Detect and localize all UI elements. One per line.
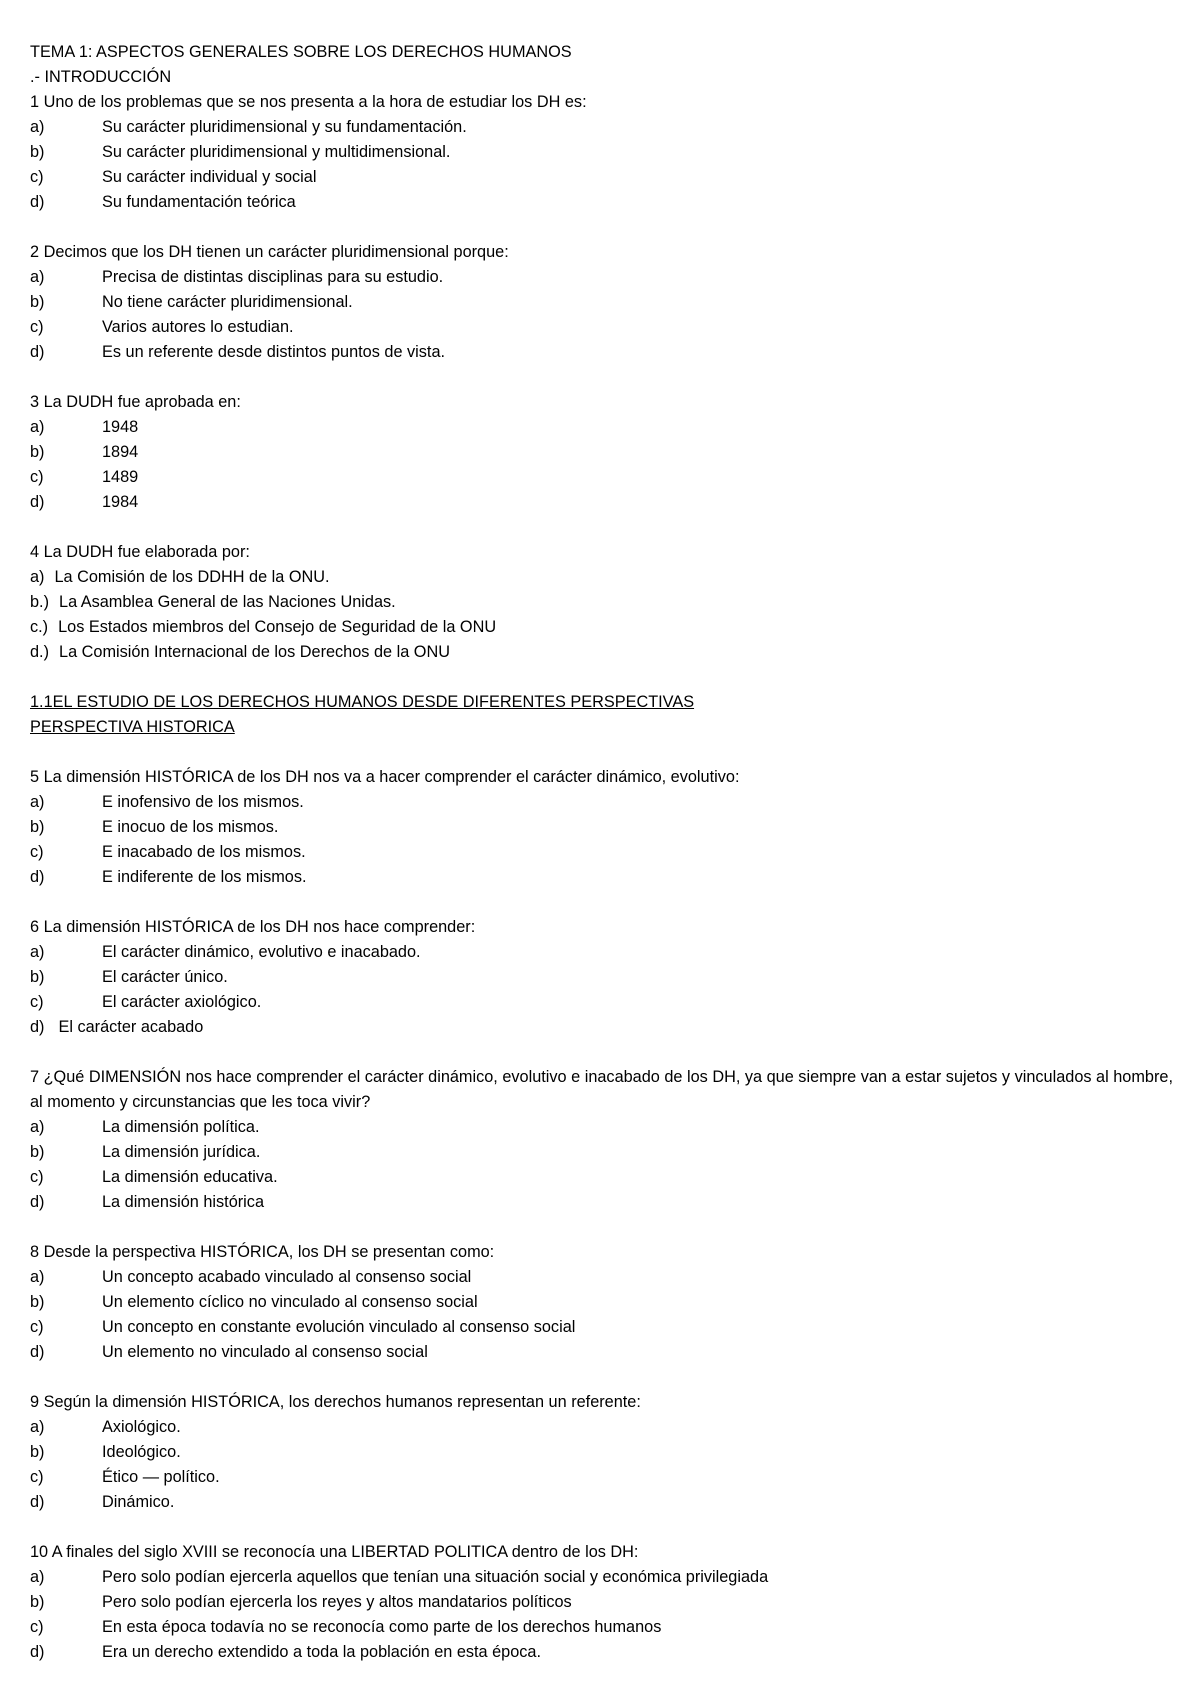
- option-text: E inocuo de los mismos.: [102, 818, 279, 836]
- option-letter: a): [30, 1418, 45, 1436]
- option-b: [30, 1590, 1180, 1615]
- option-letter: d): [30, 1193, 45, 1211]
- option-letter: b): [30, 1143, 45, 1161]
- option-a: [30, 415, 1180, 440]
- option-letter: b): [30, 968, 45, 986]
- option-d: [30, 865, 1180, 890]
- option-b: [30, 965, 1180, 990]
- option-a: [30, 1415, 1180, 1440]
- option-c: [30, 840, 1180, 865]
- option-a: [30, 1115, 1180, 1140]
- option-text: La Asamblea General de las Naciones Unidas.: [59, 593, 396, 611]
- option-letter: a): [30, 1568, 45, 1586]
- option-letter: c): [30, 168, 44, 186]
- option-text: La Comisión de los DDHH de la ONU.: [54, 568, 330, 586]
- option-d: [30, 190, 1180, 215]
- option-text: La dimensión política.: [102, 1118, 260, 1136]
- question-text: 6 La dimensión HISTÓRICA de los DH nos hace comprender:: [30, 918, 476, 936]
- option-a: [30, 1265, 1180, 1290]
- option-letter: c): [30, 1468, 44, 1486]
- option-text: Dinámico.: [102, 1493, 175, 1511]
- option-text: Ético — político.: [102, 1468, 220, 1486]
- option-c: [30, 165, 1180, 190]
- option-a: [30, 265, 1180, 290]
- option-letter: c): [30, 1618, 44, 1636]
- question-text: 9 Según la dimensión HISTÓRICA, los derechos humanos representan un referente:: [30, 1393, 641, 1411]
- option-text: Su fundamentación teórica: [102, 193, 296, 211]
- option-a: [30, 1565, 1180, 1590]
- option-letter: b): [30, 443, 45, 461]
- question-text: 5 La dimensión HISTÓRICA de los DH nos va a hacer comprender el carácter dinámico, evolutivo:: [30, 768, 740, 786]
- question-10: [30, 1540, 1180, 1665]
- option-c: [30, 1465, 1180, 1490]
- spacer: [30, 365, 1180, 390]
- spacer: [30, 665, 1180, 690]
- option-letter: b): [30, 818, 45, 836]
- option-text: Los Estados miembros del Consejo de Seguridad de la ONU: [58, 618, 497, 636]
- option-letter: b.): [30, 593, 50, 611]
- option-text: Ideológico.: [102, 1443, 181, 1461]
- option-c: [30, 1315, 1180, 1340]
- option-text: Axiológico.: [102, 1418, 181, 1436]
- option-d: [30, 1490, 1180, 1515]
- option-c: [30, 990, 1180, 1015]
- spacer: [30, 890, 1180, 915]
- option-letter: d): [30, 1643, 45, 1661]
- option-letter: d): [30, 1018, 45, 1036]
- option-a: [30, 115, 1180, 140]
- option-letter: b): [30, 1593, 45, 1611]
- option-b: [30, 1440, 1180, 1465]
- option-letter: b): [30, 293, 45, 311]
- option-letter: a): [30, 1118, 45, 1136]
- question-text: 1 Uno de los problemas que se nos presenta a la hora de estudiar los DH es:: [30, 93, 587, 111]
- option-text: Su carácter pluridimensional y multidimensional.: [102, 143, 451, 161]
- option-text: Precisa de distintas disciplinas para su estudio.: [102, 268, 444, 286]
- question-4: [30, 540, 1180, 665]
- option-text: La dimensión histórica: [102, 1193, 264, 1211]
- option-text: El carácter dinámico, evolutivo e inacabado.: [102, 943, 421, 961]
- option-text: Pero solo podían ejercerla los reyes y altos mandatarios políticos: [102, 1593, 572, 1611]
- option-text: Un concepto en constante evolución vinculado al consenso social: [102, 1318, 576, 1336]
- option-letter: d): [30, 343, 45, 361]
- option-letter: d): [30, 1493, 45, 1511]
- option-letter: d): [30, 493, 45, 511]
- question-text: 8 Desde la perspectiva HISTÓRICA, los DH se presentan como:: [30, 1243, 495, 1261]
- option-text: 1984: [102, 493, 139, 511]
- question-8: [30, 1240, 1180, 1365]
- option-text: E indiferente de los mismos.: [102, 868, 307, 886]
- option-letter: c.): [30, 618, 49, 636]
- option-b: [30, 1290, 1180, 1315]
- option-text: Era un derecho extendido a toda la población en esta época.: [102, 1643, 542, 1661]
- option-text: Un elemento no vinculado al consenso social: [102, 1343, 428, 1361]
- option-letter: a): [30, 118, 45, 136]
- spacer: [30, 515, 1180, 540]
- option-b: [30, 815, 1180, 840]
- option-a: [30, 940, 1180, 965]
- question-2: [30, 240, 1180, 365]
- option-letter: c): [30, 843, 44, 861]
- option-text: Su carácter individual y social: [102, 168, 317, 186]
- option-text: La dimensión educativa.: [102, 1168, 278, 1186]
- spacer: [30, 1040, 1180, 1065]
- spacer: [30, 215, 1180, 240]
- option-letter: c): [30, 1168, 44, 1186]
- option-text: La dimensión jurídica.: [102, 1143, 261, 1161]
- option-text: Su carácter pluridimensional y su fundamentación.: [102, 118, 467, 136]
- option-a: [30, 565, 1180, 590]
- option-letter: d): [30, 868, 45, 886]
- option-c: [30, 315, 1180, 340]
- option-text: 1894: [102, 443, 139, 461]
- option-b: [30, 140, 1180, 165]
- option-text: No tiene carácter pluridimensional.: [102, 293, 353, 311]
- option-letter: d): [30, 1343, 45, 1361]
- option-text: La Comisión Internacional de los Derechos de la ONU: [59, 643, 450, 661]
- option-letter: d): [30, 193, 45, 211]
- option-letter: a): [30, 268, 45, 286]
- option-text: 1948: [102, 418, 139, 436]
- option-a: [30, 790, 1180, 815]
- option-d: [30, 1340, 1180, 1365]
- question-7: [30, 1065, 1180, 1215]
- question-1: [30, 90, 1180, 215]
- option-letter: a): [30, 1268, 45, 1286]
- option-b: [30, 440, 1180, 465]
- option-text: Pero solo podían ejercerla aquellos que tenían una situación social y económica privilegiada: [102, 1568, 769, 1586]
- option-text: El carácter único.: [102, 968, 228, 986]
- option-letter: c): [30, 1318, 44, 1336]
- option-c: [30, 1615, 1180, 1640]
- option-b: [30, 1140, 1180, 1165]
- option-d: [30, 490, 1180, 515]
- option-text: E inacabado de los mismos.: [102, 843, 306, 861]
- option-letter: a): [30, 418, 45, 436]
- option-letter: a): [30, 568, 45, 586]
- section-heading: 1.1EL ESTUDIO DE LOS DERECHOS HUMANOS DESDE DIFERENTES PERSPECTIVAS: [30, 693, 695, 711]
- option-c: [30, 1165, 1180, 1190]
- question-text: 4 La DUDH fue elaborada por:: [30, 543, 250, 561]
- option-text: El carácter axiológico.: [102, 993, 262, 1011]
- option-d: [30, 640, 1180, 665]
- option-text: Un elemento cíclico no vinculado al consenso social: [102, 1293, 478, 1311]
- spacer: [30, 1215, 1180, 1240]
- option-c: [30, 615, 1180, 640]
- question-6: [30, 915, 1180, 1040]
- option-letter: b): [30, 1293, 45, 1311]
- question-9: [30, 1390, 1180, 1515]
- option-text: El carácter acabado: [58, 1018, 204, 1036]
- question-3: [30, 390, 1180, 515]
- option-letter: d.): [30, 643, 50, 661]
- question-5: [30, 765, 1180, 890]
- spacer: [30, 1365, 1180, 1390]
- section-subheading: PERSPECTIVA HISTORICA: [30, 718, 235, 736]
- option-letter: c): [30, 318, 44, 336]
- option-text: En esta época todavía no se reconocía como parte de los derechos humanos: [102, 1618, 662, 1636]
- option-letter: c): [30, 468, 44, 486]
- spacer: [30, 1515, 1180, 1540]
- question-text: 3 La DUDH fue aprobada en:: [30, 393, 241, 411]
- option-d: [30, 1015, 1180, 1040]
- document-title: TEMA 1: ASPECTOS GENERALES SOBRE LOS DERECHOS HUMANOS: [30, 43, 572, 61]
- option-letter: a): [30, 943, 45, 961]
- option-text: 1489: [102, 468, 139, 486]
- option-b: [30, 590, 1180, 615]
- spacer: [30, 740, 1180, 765]
- option-text: Un concepto acabado vinculado al consenso social: [102, 1268, 472, 1286]
- option-text: Varios autores lo estudian.: [102, 318, 294, 336]
- option-letter: b): [30, 1443, 45, 1461]
- question-text: 2 Decimos que los DH tienen un carácter pluridimensional porque:: [30, 243, 509, 261]
- intro-heading: .- INTRODUCCIÓN: [30, 68, 172, 86]
- option-c: [30, 465, 1180, 490]
- option-letter: c): [30, 993, 44, 1011]
- option-b: [30, 290, 1180, 315]
- option-letter: b): [30, 143, 45, 161]
- option-d: [30, 340, 1180, 365]
- question-text: 7 ¿Qué DIMENSIÓN nos hace comprender el carácter dinámico, evolutivo e inacabado de los DH, ya que siempre van a estar sujetos y vinculados al hombre, al momento y circunstancias que les toca vivir?: [30, 1068, 1173, 1111]
- option-text: E inofensivo de los mismos.: [102, 793, 304, 811]
- option-text: Es un referente desde distintos puntos de vista.: [102, 343, 446, 361]
- option-letter: a): [30, 793, 45, 811]
- option-d: [30, 1640, 1180, 1665]
- question-text: 10 A finales del siglo XVIII se reconocía una LIBERTAD POLITICA dentro de los DH:: [30, 1543, 639, 1561]
- option-d: [30, 1190, 1180, 1215]
